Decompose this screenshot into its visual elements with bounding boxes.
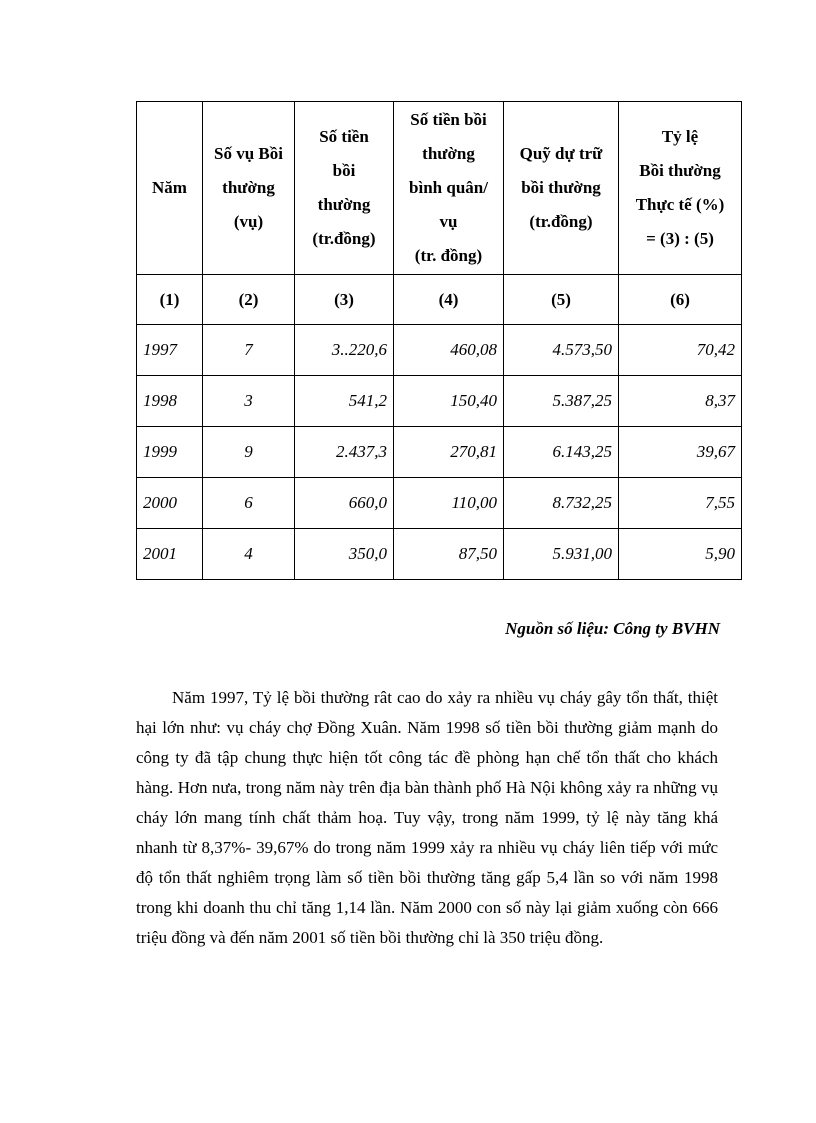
cell-ratio: 39,67	[619, 427, 742, 478]
cell-amount: 2.437,3	[295, 427, 394, 478]
cell-ratio: 70,42	[619, 325, 742, 376]
table-row	[137, 529, 742, 580]
header-year: Năm	[137, 102, 203, 275]
cell-ratio: 8,37	[619, 376, 742, 427]
cell-ratio: 7,55	[619, 478, 742, 529]
cell-reserve: 4.573,50	[504, 325, 619, 376]
cell-year: 2000	[137, 478, 203, 529]
cell-year: 1999	[137, 427, 203, 478]
cell-amount: 541,2	[295, 376, 394, 427]
cell-cases: 7	[203, 325, 295, 376]
header-reserve: Quỹ dự trữ bồi thường (tr.đồng)	[504, 102, 619, 275]
cell-average: 110,00	[394, 478, 504, 529]
table-header-row	[137, 102, 742, 275]
cell-reserve: 6.143,25	[504, 427, 619, 478]
cell-year: 2001	[137, 529, 203, 580]
cell-cases: 6	[203, 478, 295, 529]
index-cell: (6)	[619, 275, 742, 325]
cell-average: 87,50	[394, 529, 504, 580]
cell-ratio: 5,90	[619, 529, 742, 580]
cell-year: 1998	[137, 376, 203, 427]
body-paragraph: Năm 1997, Tỷ lệ bồi thường rât cao do xảy ra nhiều vụ cháy gây tổn thất, thiệt hại lớn như: vụ cháy chợ Đồng Xuân. Năm 1998 số tiền bồi thường giảm mạnh do công ty đã tập chung thực hiện tốt công tác đề phòng hạn chế tổn thất cho khách hàng. Hơn nưa, trong năm này trên địa bàn thành phố Hà Nội không xảy ra những vụ cháy lớn mang tính chất thảm hoạ. Tuy vậy, trong năm 1999, tỷ lệ này tăng khá nhanh từ 8,37%- 39,67% do trong năm 1999 xảy ra nhiều vụ cháy liên tiếp với mức độ tổn thất nghiêm trọng làm số tiền bồi thường tăng gấp 5,4 lần so với năm 1998 trong khi doanh thu chỉ tăng 1,14 lần. Năm 2000 con số này lại giảm xuống còn 666 triệu đồng và đến năm 2001 số tiền bồi thường chỉ là 350 triệu đồng.	[136, 688, 718, 947]
table-row	[137, 478, 742, 529]
index-cell: (5)	[504, 275, 619, 325]
cell-reserve: 8.732,25	[504, 478, 619, 529]
cell-year: 1997	[137, 325, 203, 376]
table-row	[137, 376, 742, 427]
table-row	[137, 427, 742, 478]
index-cell: (2)	[203, 275, 295, 325]
cell-cases: 4	[203, 529, 295, 580]
cell-cases: 9	[203, 427, 295, 478]
source-note: Nguồn số liệu: Công ty BVHN	[505, 619, 720, 638]
cell-amount: 3..220,6	[295, 325, 394, 376]
header-ratio: Tỷ lệ Bồi thường Thực tế (%) = (3) : (5)	[619, 102, 742, 275]
cell-average: 150,40	[394, 376, 504, 427]
column-index-row	[137, 275, 742, 325]
cell-average: 460,08	[394, 325, 504, 376]
cell-reserve: 5.387,25	[504, 376, 619, 427]
cell-amount: 660,0	[295, 478, 394, 529]
compensation-table	[136, 101, 742, 580]
index-cell: (1)	[137, 275, 203, 325]
cell-average: 270,81	[394, 427, 504, 478]
index-cell: (4)	[394, 275, 504, 325]
cell-reserve: 5.931,00	[504, 529, 619, 580]
header-cases: Số vụ Bồi thường (vụ)	[203, 102, 295, 275]
header-amount: Số tiền bồi thường (tr.đồng)	[295, 102, 394, 275]
cell-amount: 350,0	[295, 529, 394, 580]
table-row	[137, 325, 742, 376]
index-cell: (3)	[295, 275, 394, 325]
header-average: Số tiền bồi thường bình quân/ vụ (tr. đồng)	[394, 102, 504, 275]
cell-cases: 3	[203, 376, 295, 427]
